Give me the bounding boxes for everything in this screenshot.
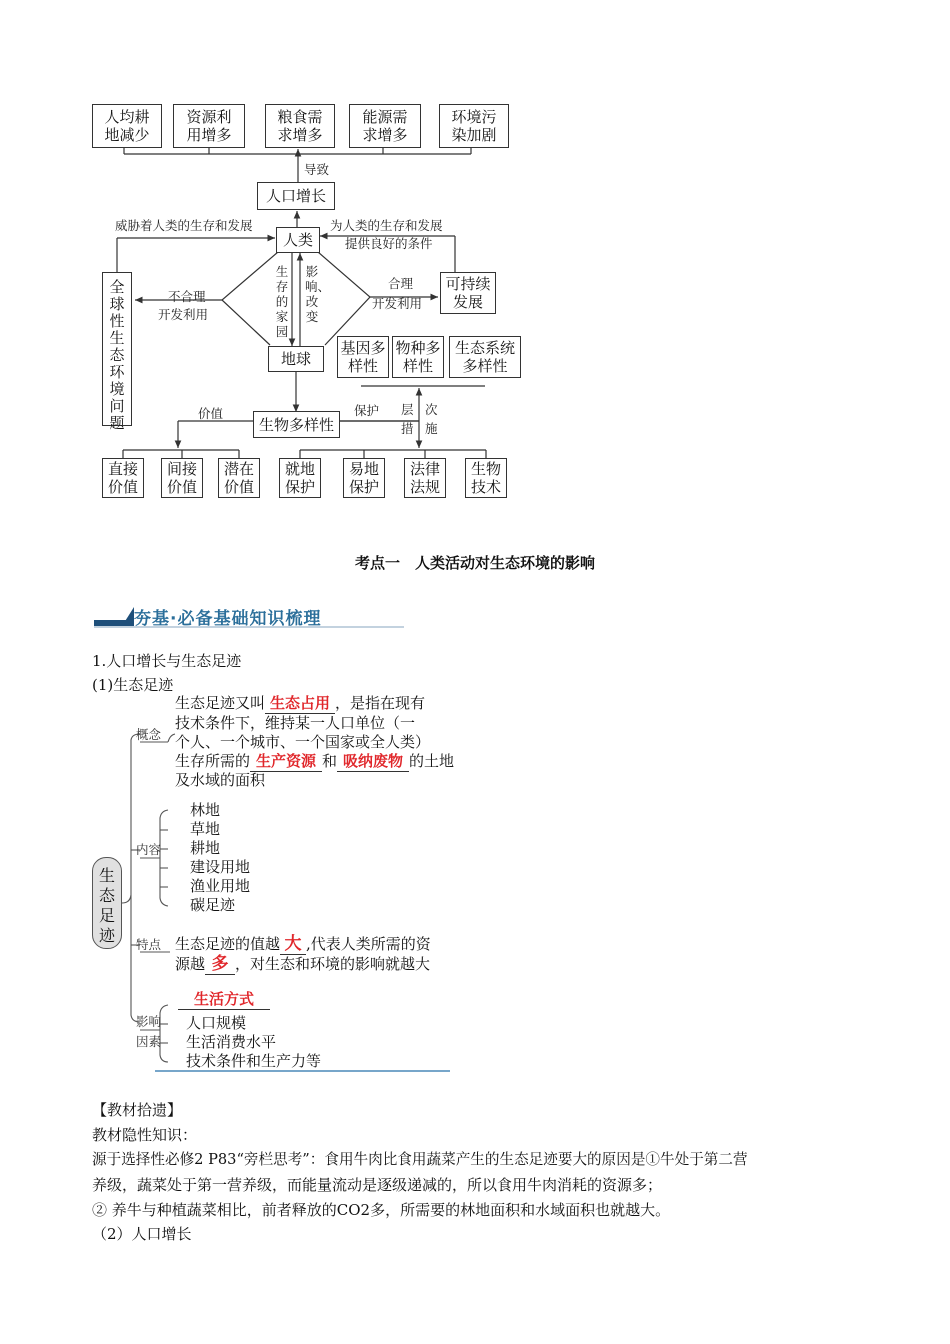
box-in-situ: 就地保护 — [279, 458, 321, 498]
blank-eco-occupation: 生态占用 — [265, 694, 335, 714]
textbook-p4: （2）人口增长 — [92, 1225, 192, 1243]
level-label-2: 次 — [425, 402, 438, 417]
protect-label: 保护 — [354, 403, 380, 418]
benefit-label-1: 为人类的生存和发展 — [330, 218, 443, 233]
reasonable-label-1: 合理 — [388, 276, 414, 291]
box-population-growth: 人口增长 — [257, 182, 335, 210]
box-energy-demand: 能源需求增多 — [349, 104, 421, 148]
box-food-demand: 粮食需求增多 — [265, 104, 335, 148]
content-item: 耕地 — [190, 839, 221, 857]
textbook-p2: 养级，蔬菜处于第一营养级，而能量流动是逐级递减的，所以食用牛肉消耗的资源多； — [92, 1176, 663, 1194]
reasonable-label-2: 开发利用 — [372, 296, 423, 311]
benefit-label-2: 提供良好的条件 — [345, 236, 433, 251]
content-item: 草地 — [190, 820, 221, 838]
concept-label: 概念 — [136, 727, 162, 742]
box-law: 法律法规 — [404, 458, 446, 498]
content-item: 渔业用地 — [190, 877, 251, 895]
heading-1-1: (1)生态足迹 — [92, 676, 174, 694]
box-ecosystem-diversity: 生态系统多样性 — [449, 336, 521, 378]
factor-item: 人口规模 — [186, 1014, 247, 1032]
unreasonable-label-1: 不合理 — [168, 289, 206, 304]
blank-production-resource: 生产资源 — [250, 752, 322, 772]
box-species-diversity: 物种多样性 — [392, 336, 444, 378]
factor-label-2: 因素 — [136, 1034, 162, 1049]
value-label: 价值 — [198, 406, 224, 421]
box-pollution: 环境污染加剧 — [439, 104, 509, 148]
mindmap-root: 生态足迹 — [92, 857, 122, 949]
box-global-issue: 全球性生态环境问题 — [102, 272, 132, 426]
factor-item: 技术条件和生产力等 — [186, 1052, 322, 1070]
factor-label-1: 影响 — [136, 1014, 162, 1029]
banner-title: 夯基·必备基础知识梳理 — [134, 609, 322, 629]
living-home-label: 生存的家园 — [275, 264, 289, 339]
blank-more: 多 — [205, 955, 235, 975]
feature-line-1: 生态足迹的值越 大 ,代表人类所需的资 — [175, 934, 431, 954]
blank-absorb-waste: 吸纳废物 — [337, 752, 409, 772]
textbook-subtitle: 教材隐性知识： — [92, 1126, 198, 1144]
box-humans: 人类 — [276, 227, 320, 253]
box-biodiversity: 生物多样性 — [253, 411, 340, 438]
textbook-p1: 源于选择性必修2 P83“旁栏思考”：食用牛肉比食用蔬菜产生的生态足迹要大的原因是①牛处于第二营 — [92, 1151, 748, 1168]
concept-line-2: 技术条件下，维持某一人口单位（一 — [175, 714, 416, 732]
box-indirect-value: 间接价值 — [161, 458, 203, 498]
concept-line-5: 及水域的面积 — [175, 771, 266, 789]
factor-line-1 — [178, 990, 270, 1010]
box-potential-value: 潜在价值 — [218, 458, 260, 498]
concept-line-4: 生存所需的 生产资源 和 吸纳废物 的土地 — [175, 752, 455, 770]
box-earth: 地球 — [268, 346, 324, 372]
box-biotech: 生物技术 — [465, 458, 507, 498]
measure-label-2: 施 — [425, 421, 438, 436]
lead-to-label: 导致 — [304, 162, 330, 177]
box-arable-land: 人均耕地减少 — [92, 104, 162, 148]
impact-change-label: 影响、改变 — [305, 264, 331, 324]
feature-label: 特点 — [136, 937, 162, 952]
threat-label: 威胁着人类的生存和发展 — [115, 218, 253, 233]
box-resource-use: 资源利用增多 — [173, 104, 245, 148]
blank-lifestyle: 生活方式 — [178, 990, 270, 1010]
textbook-p3: ② 养牛与种植蔬菜相比，前者释放的CO2多，所需要的林地面积和水域面积也就越大。 — [92, 1201, 671, 1219]
box-ex-situ: 易地保护 — [343, 458, 385, 498]
content-item: 林地 — [190, 801, 221, 819]
level-label-1: 层 — [401, 402, 414, 417]
unreasonable-label-2: 开发利用 — [158, 307, 209, 322]
box-gene-diversity: 基因多样性 — [337, 336, 389, 378]
factor-item: 生活消费水平 — [186, 1033, 277, 1051]
concept-line-1: 生态足迹又叫 生态占用 ，是指在现有 — [175, 694, 426, 712]
content-item: 碳足迹 — [190, 896, 236, 914]
feature-line-2: 源越 多 ，对生态和环境的影响就越大 — [175, 954, 431, 974]
blank-larger: 大 — [280, 935, 306, 955]
section-title: 考点一 人类活动对生态环境的影响 — [354, 554, 595, 572]
box-sustainable: 可持续发展 — [440, 272, 496, 314]
heading-1: 1.人口增长与生态足迹 — [92, 652, 242, 670]
content-label: 内容 — [136, 842, 162, 857]
content-item: 建设用地 — [190, 858, 251, 876]
measure-label-1: 措 — [401, 421, 414, 436]
textbook-title: 【教材拾遗】 — [92, 1101, 183, 1119]
concept-line-3: 个人、一个城市、一个国家或全人类） — [175, 733, 431, 751]
box-direct-value: 直接价值 — [102, 458, 144, 498]
